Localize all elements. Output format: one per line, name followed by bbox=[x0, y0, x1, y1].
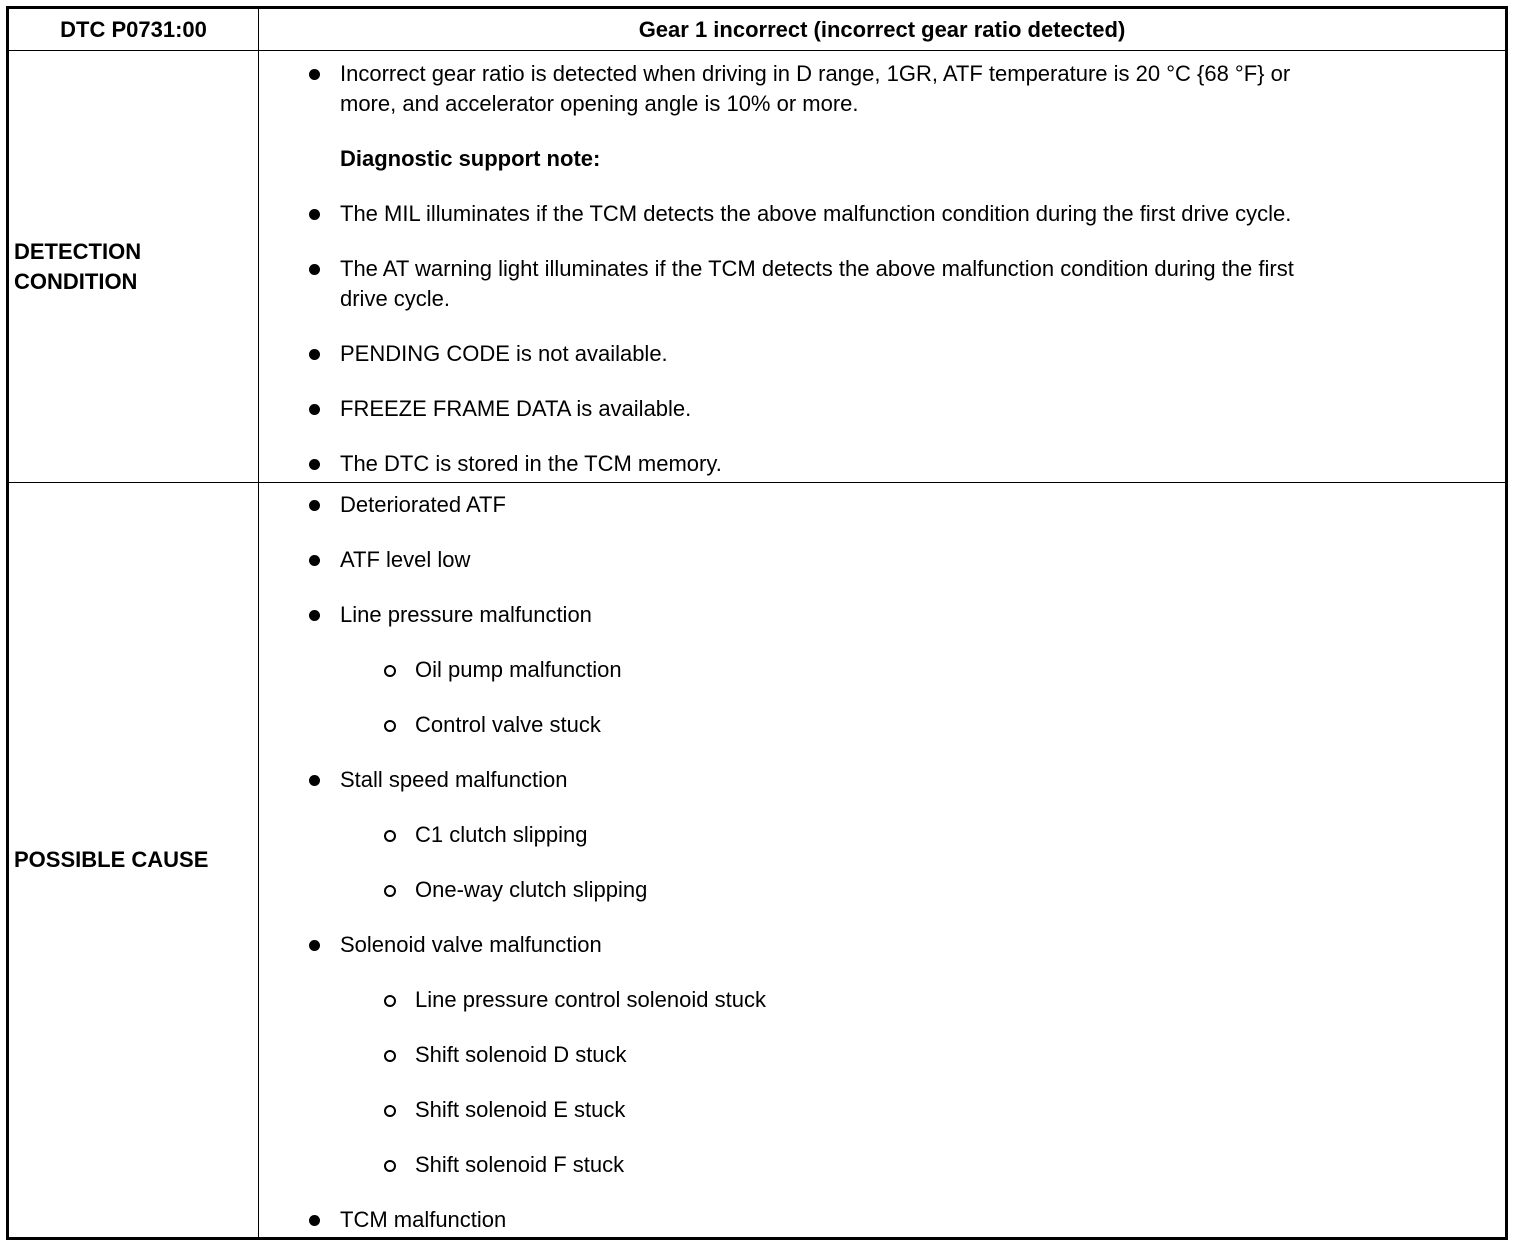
bullet-circle bbox=[384, 1160, 396, 1172]
detection-item-1-line1: Incorrect gear ratio is detected when driving in D range, 1GR, ATF temperature is 20 °C {68 °F} or bbox=[340, 61, 1291, 86]
cause-item: ATF level low bbox=[340, 547, 471, 572]
cause-item: Deteriorated ATF bbox=[340, 492, 506, 517]
bullet-circle bbox=[384, 830, 396, 842]
detection-label bbox=[14, 51, 254, 482]
bullet-dot bbox=[309, 940, 320, 951]
bullet-dot bbox=[309, 775, 320, 786]
header-title-cell bbox=[259, 9, 1505, 50]
cause-subitem: One-way clutch slipping bbox=[415, 877, 648, 902]
detection-item-2: The MIL illuminates if the TCM detects the above malfunction condition during the first drive cycle. bbox=[340, 201, 1292, 226]
detection-label-cell bbox=[9, 51, 259, 482]
dtc-code: DTC P0731:00 bbox=[60, 16, 207, 42]
bullet-dot bbox=[309, 500, 320, 511]
diagnostic-note-heading: Diagnostic support note: bbox=[340, 146, 601, 171]
bullet-dot bbox=[309, 404, 320, 415]
cause-label-cell bbox=[9, 483, 259, 1237]
cause-subitem: Control valve stuck bbox=[415, 712, 601, 737]
cause-item: TCM malfunction bbox=[340, 1207, 507, 1232]
bullet-dot bbox=[309, 459, 320, 470]
detection-label-line1: DETECTION bbox=[14, 238, 142, 264]
cause-subitem: Line pressure control solenoid stuck bbox=[415, 987, 766, 1012]
detection-item-3-line1: The AT warning light illuminates if the TCM detects the above malfunction condition during the first bbox=[340, 256, 1294, 281]
bullet-dot bbox=[309, 264, 320, 275]
dtc-title: Gear 1 incorrect (incorrect gear ratio detected) bbox=[638, 16, 1126, 42]
cause-subitem: Shift solenoid F stuck bbox=[415, 1152, 625, 1177]
bullet-dot bbox=[309, 555, 320, 566]
bullet-circle bbox=[384, 1050, 396, 1062]
bullet-dot bbox=[309, 1215, 320, 1226]
detection-content-cell bbox=[259, 51, 1505, 482]
bullet-circle bbox=[384, 885, 396, 897]
detection-item-4: PENDING CODE is not available. bbox=[340, 341, 668, 366]
header-row bbox=[9, 9, 1505, 51]
detection-item-6: The DTC is stored in the TCM memory. bbox=[340, 451, 722, 476]
cause-item: Stall speed malfunction bbox=[340, 767, 568, 792]
bullet-circle bbox=[384, 1105, 396, 1117]
cause-subitem: C1 clutch slipping bbox=[415, 822, 588, 847]
possible-cause-label: POSSIBLE CAUSE bbox=[14, 847, 209, 872]
cause-subitem: Shift solenoid E stuck bbox=[415, 1097, 626, 1122]
bullet-dot bbox=[309, 209, 320, 220]
detection-label-line2: CONDITION bbox=[14, 268, 138, 294]
detection-item-3-line2: drive cycle. bbox=[340, 286, 451, 311]
cause-content-cell bbox=[259, 483, 1505, 1237]
cause-item: Solenoid valve malfunction bbox=[340, 932, 602, 957]
dtc-table bbox=[6, 6, 1508, 1240]
bullet-dot bbox=[309, 349, 320, 360]
bullet-circle bbox=[384, 720, 396, 732]
cause-subitem: Shift solenoid D stuck bbox=[415, 1042, 627, 1067]
detection-item-5: FREEZE FRAME DATA is available. bbox=[340, 396, 692, 421]
possible-cause-row bbox=[9, 483, 1505, 1237]
detection-row bbox=[9, 51, 1505, 483]
bullet-dot bbox=[309, 69, 320, 80]
header-code-cell bbox=[9, 9, 259, 50]
bullet-dot bbox=[309, 610, 320, 621]
bullet-circle bbox=[384, 995, 396, 1007]
cause-subitem: Oil pump malfunction bbox=[415, 657, 622, 682]
bullet-circle bbox=[384, 665, 396, 677]
detection-item-1-line2: more, and accelerator opening angle is 10% or more. bbox=[340, 91, 859, 116]
cause-item: Line pressure malfunction bbox=[340, 602, 592, 627]
